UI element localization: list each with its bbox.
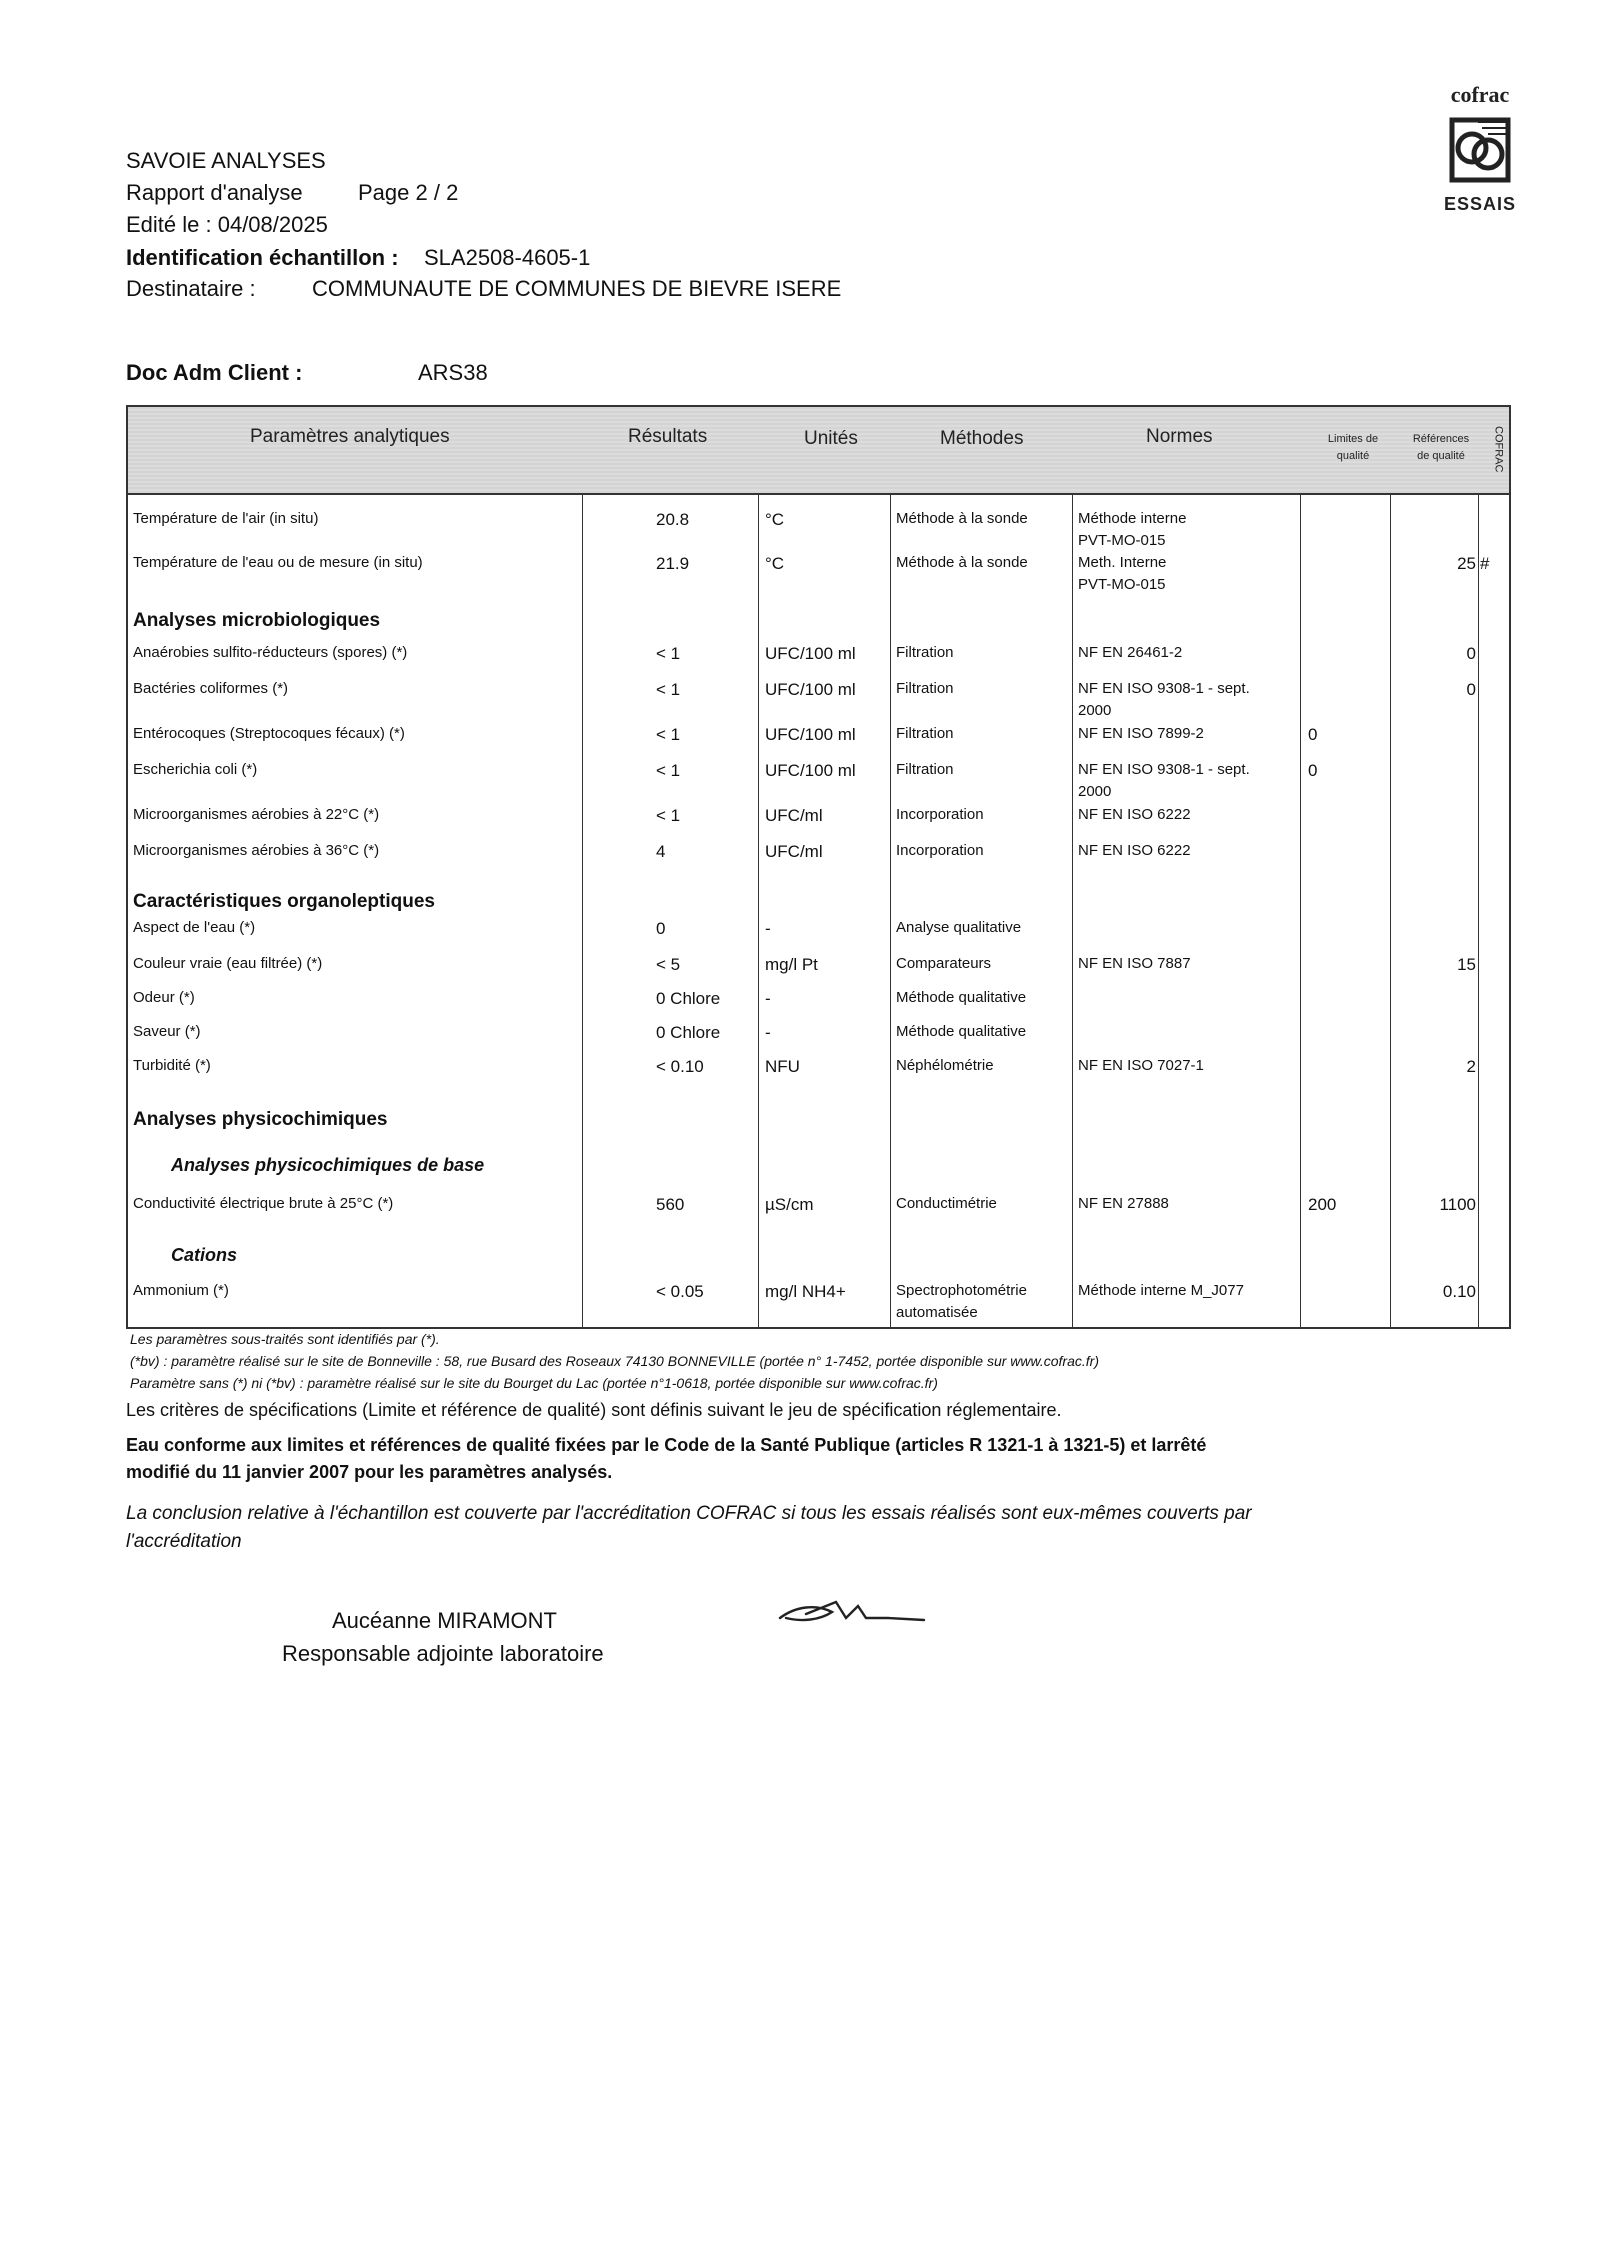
cell-param: Conductivité électrique brute à 25°C (*) bbox=[133, 1195, 394, 1212]
cell-ref: 15 bbox=[1457, 955, 1476, 974]
cell-result: 560 bbox=[656, 1195, 685, 1214]
col-divider bbox=[890, 493, 891, 1327]
cell-norm: NF EN ISO 9308-1 - sept. bbox=[1078, 680, 1250, 697]
accreditation-line-1: La conclusion relative à l'échantillon est couverte par l'accréditation COFRAC si tous les essais réalisés sont eux-mêmes couverts par bbox=[126, 1503, 1252, 1524]
cell-param: Aspect de l'eau (*) bbox=[133, 919, 256, 936]
col-divider bbox=[1072, 493, 1073, 1327]
cell-unit: - bbox=[765, 1023, 771, 1042]
conclusion-line-2: modifié du 11 janvier 2007 pour les paramètres analysés. bbox=[126, 1462, 613, 1482]
page-number: Page 2 / 2 bbox=[358, 180, 459, 205]
col-header-cofrac: COFRAC bbox=[1492, 426, 1505, 473]
cofrac-logo-graphic bbox=[1432, 82, 1528, 218]
col-header-ref-l1: Références bbox=[1412, 433, 1470, 445]
cell-unit: - bbox=[765, 989, 771, 1008]
cofrac-logo-text: cofrac bbox=[1450, 82, 1510, 107]
cell-ref: 0 bbox=[1466, 680, 1476, 699]
recipient-name: COMMUNAUTE DE COMMUNES DE BIEVRE ISERE bbox=[312, 276, 842, 301]
col-header-result: Résultats bbox=[628, 426, 708, 447]
cell-method: Méthode à la sonde bbox=[896, 554, 1028, 571]
cell-result: 20.8 bbox=[656, 510, 690, 529]
col-divider bbox=[1478, 493, 1479, 1327]
col-divider bbox=[758, 493, 759, 1327]
footnote-bonneville: (*bv) : paramètre réalisé sur le site de Bonneville : 58, rue Busard des Roseaux 74130 BONNEVILLE (portée n° 1-7452, portée disponible sur www.cofrac.fr) bbox=[130, 1353, 1099, 1369]
cell-result: < 1 bbox=[656, 725, 681, 744]
conclusion-line-1: Eau conforme aux limites et références de qualité fixées par le Code de la Santé Publique (articles R 1321-1 à 1321-5) et larrêté bbox=[126, 1435, 1207, 1455]
cell-param: Odeur (*) bbox=[133, 989, 195, 1006]
cell-unit: UFC/ml bbox=[765, 842, 823, 861]
cell-ref: 1100 bbox=[1439, 1195, 1476, 1214]
cell-unit: °C bbox=[765, 510, 785, 529]
cell-method2: automatisée bbox=[896, 1304, 978, 1321]
cell-method: Néphélométrie bbox=[896, 1057, 994, 1074]
edit-date: Edité le : 04/08/2025 bbox=[126, 212, 328, 237]
cell-ref: 0.10 bbox=[1442, 1282, 1476, 1301]
cell-param: Turbidité (*) bbox=[133, 1057, 211, 1074]
signatory-name: Aucéanne MIRAMONT bbox=[332, 1608, 557, 1633]
cell-limit: 0 bbox=[1308, 761, 1318, 780]
cell-method: Méthode à la sonde bbox=[896, 510, 1028, 527]
col-header-unit: Unités bbox=[804, 428, 858, 449]
signature-graphic bbox=[776, 1592, 926, 1632]
section-physchim: Analyses physicochimiques bbox=[133, 1109, 388, 1130]
col-header-method: Méthodes bbox=[940, 428, 1024, 449]
col-header-limit-l1: Limites de bbox=[1327, 433, 1379, 445]
cell-result: < 5 bbox=[656, 955, 681, 974]
cell-norm2: 2000 bbox=[1078, 783, 1112, 800]
cell-param: Escherichia coli (*) bbox=[133, 761, 258, 778]
cell-norm: Meth. Interne bbox=[1078, 554, 1167, 571]
cell-method: Incorporation bbox=[896, 842, 984, 859]
col-divider bbox=[1300, 493, 1301, 1327]
footnote-subcontracted: Les paramètres sous-traités sont identifiés par (*). bbox=[130, 1331, 440, 1347]
cell-result: < 1 bbox=[656, 806, 681, 825]
cell-norm: Méthode interne bbox=[1078, 510, 1187, 527]
cell-result: < 1 bbox=[656, 680, 681, 699]
col-header-ref-l2: de qualité bbox=[1417, 449, 1465, 462]
col-header-ref bbox=[1396, 431, 1486, 464]
cell-norm: NF EN ISO 6222 bbox=[1078, 842, 1191, 859]
doc-adm-label: Doc Adm Client : bbox=[126, 360, 303, 385]
cell-result: < 1 bbox=[656, 644, 681, 663]
cell-cofrac: # bbox=[1480, 554, 1490, 573]
cell-ref: 25 bbox=[1457, 554, 1476, 573]
cell-param: Microorganismes aérobies à 36°C (*) bbox=[133, 842, 380, 859]
cell-method: Filtration bbox=[896, 644, 954, 661]
cell-param: Couleur vraie (eau filtrée) (*) bbox=[133, 955, 323, 972]
cell-norm: NF EN ISO 6222 bbox=[1078, 806, 1191, 823]
cell-param: Entérocoques (Streptocoques fécaux) (*) bbox=[133, 725, 405, 742]
cell-norm2: PVT-MO-015 bbox=[1078, 576, 1166, 593]
table-header bbox=[128, 407, 1509, 495]
cell-method: Méthode qualitative bbox=[896, 1023, 1027, 1040]
cell-method: Incorporation bbox=[896, 806, 984, 823]
cell-norm: NF EN ISO 7027-1 bbox=[1078, 1057, 1204, 1074]
cell-param: Anaérobies sulfito-réducteurs (spores) (*) bbox=[133, 644, 408, 661]
cell-unit: µS/cm bbox=[765, 1195, 814, 1214]
cell-unit: °C bbox=[765, 554, 785, 573]
cell-param: Ammonium (*) bbox=[133, 1282, 229, 1299]
cell-norm2: 2000 bbox=[1078, 702, 1112, 719]
cell-unit: mg/l Pt bbox=[765, 955, 818, 974]
cell-unit: mg/l NH4+ bbox=[765, 1282, 846, 1301]
cofrac-essais-text: ESSAIS bbox=[1443, 194, 1517, 214]
cell-method: Filtration bbox=[896, 725, 954, 742]
cell-ref: 0 bbox=[1466, 644, 1476, 663]
cell-method: Spectrophotométrie bbox=[896, 1282, 1027, 1299]
cell-unit: UFC/100 ml bbox=[765, 725, 856, 744]
cell-result: < 0.10 bbox=[656, 1057, 704, 1076]
cell-norm: NF EN ISO 9308-1 - sept. bbox=[1078, 761, 1250, 778]
cell-param: Saveur (*) bbox=[133, 1023, 201, 1040]
section-micro: Analyses microbiologiques bbox=[133, 610, 381, 631]
cell-result: 0 Chlore bbox=[656, 1023, 721, 1042]
col-header-limit-l2: qualité bbox=[1336, 449, 1370, 462]
cell-unit: UFC/100 ml bbox=[765, 761, 856, 780]
cell-method: Analyse qualitative bbox=[896, 919, 1022, 936]
cell-unit: UFC/ml bbox=[765, 806, 823, 825]
cell-method: Comparateurs bbox=[896, 955, 992, 972]
cell-result: 4 bbox=[656, 842, 666, 861]
cell-result: 21.9 bbox=[656, 554, 690, 573]
cell-norm: NF EN 27888 bbox=[1078, 1195, 1169, 1212]
col-divider bbox=[582, 493, 583, 1327]
cell-norm: Méthode interne M_J077 bbox=[1078, 1282, 1244, 1299]
cell-limit: 0 bbox=[1308, 725, 1318, 744]
cell-unit: - bbox=[765, 919, 771, 938]
cell-method: Filtration bbox=[896, 761, 954, 778]
footnote-bourget: Paramètre sans (*) ni (*bv) : paramètre réalisé sur le site du Bourget du Lac (portée n°1-0618, portée disponible sur www.cofrac.fr) bbox=[130, 1375, 938, 1391]
cell-param: Température de l'eau ou de mesure (in situ) bbox=[133, 554, 423, 571]
cell-result: 0 Chlore bbox=[656, 989, 721, 1008]
cell-result: 0 bbox=[656, 919, 666, 938]
cell-unit: UFC/100 ml bbox=[765, 644, 856, 663]
cell-norm: NF EN ISO 7899-2 bbox=[1078, 725, 1204, 742]
cell-method: Méthode qualitative bbox=[896, 989, 1027, 1006]
report-title: Rapport d'analyse bbox=[126, 180, 303, 205]
cofrac-logo bbox=[1432, 82, 1528, 218]
cell-result: < 1 bbox=[656, 761, 681, 780]
signature bbox=[776, 1592, 926, 1637]
cell-norm2: PVT-MO-015 bbox=[1078, 532, 1166, 549]
signatory-title: Responsable adjointe laboratoire bbox=[282, 1641, 604, 1666]
results-table bbox=[126, 405, 1511, 1329]
lab-name: SAVOIE ANALYSES bbox=[126, 148, 326, 173]
subsection-physchim-base: Analyses physicochimiques de base bbox=[171, 1155, 485, 1175]
subsection-cations: Cations bbox=[171, 1245, 238, 1265]
recipient-label: Destinataire : bbox=[126, 276, 256, 301]
cell-limit: 200 bbox=[1308, 1195, 1337, 1214]
col-header-param: Paramètres analytiques bbox=[250, 426, 450, 447]
cell-unit: UFC/100 ml bbox=[765, 680, 856, 699]
sample-id: SLA2508-4605-1 bbox=[424, 245, 591, 270]
criteria-text: Les critères de spécifications (Limite et référence de qualité) sont définis suivant le jeu de spécification réglementaire. bbox=[126, 1400, 1062, 1420]
cell-result: < 0.05 bbox=[656, 1282, 704, 1301]
cell-norm: NF EN 26461-2 bbox=[1078, 644, 1183, 661]
col-header-limit bbox=[1308, 431, 1398, 464]
cell-unit: NFU bbox=[765, 1057, 800, 1076]
cell-param: Microorganismes aérobies à 22°C (*) bbox=[133, 806, 380, 823]
cell-norm: NF EN ISO 7887 bbox=[1078, 955, 1191, 972]
section-organo: Caractéristiques organoleptiques bbox=[133, 891, 435, 912]
accreditation-line-2: l'accréditation bbox=[126, 1531, 242, 1552]
sample-label: Identification échantillon : bbox=[126, 245, 399, 270]
cell-method: Filtration bbox=[896, 680, 954, 697]
col-header-norm: Normes bbox=[1146, 426, 1213, 447]
cell-param: Température de l'air (in situ) bbox=[133, 510, 319, 527]
doc-adm-value: ARS38 bbox=[418, 360, 488, 385]
cell-method: Conductimétrie bbox=[896, 1195, 997, 1212]
cell-param: Bactéries coliformes (*) bbox=[133, 680, 289, 697]
cell-ref: 2 bbox=[1466, 1057, 1476, 1076]
